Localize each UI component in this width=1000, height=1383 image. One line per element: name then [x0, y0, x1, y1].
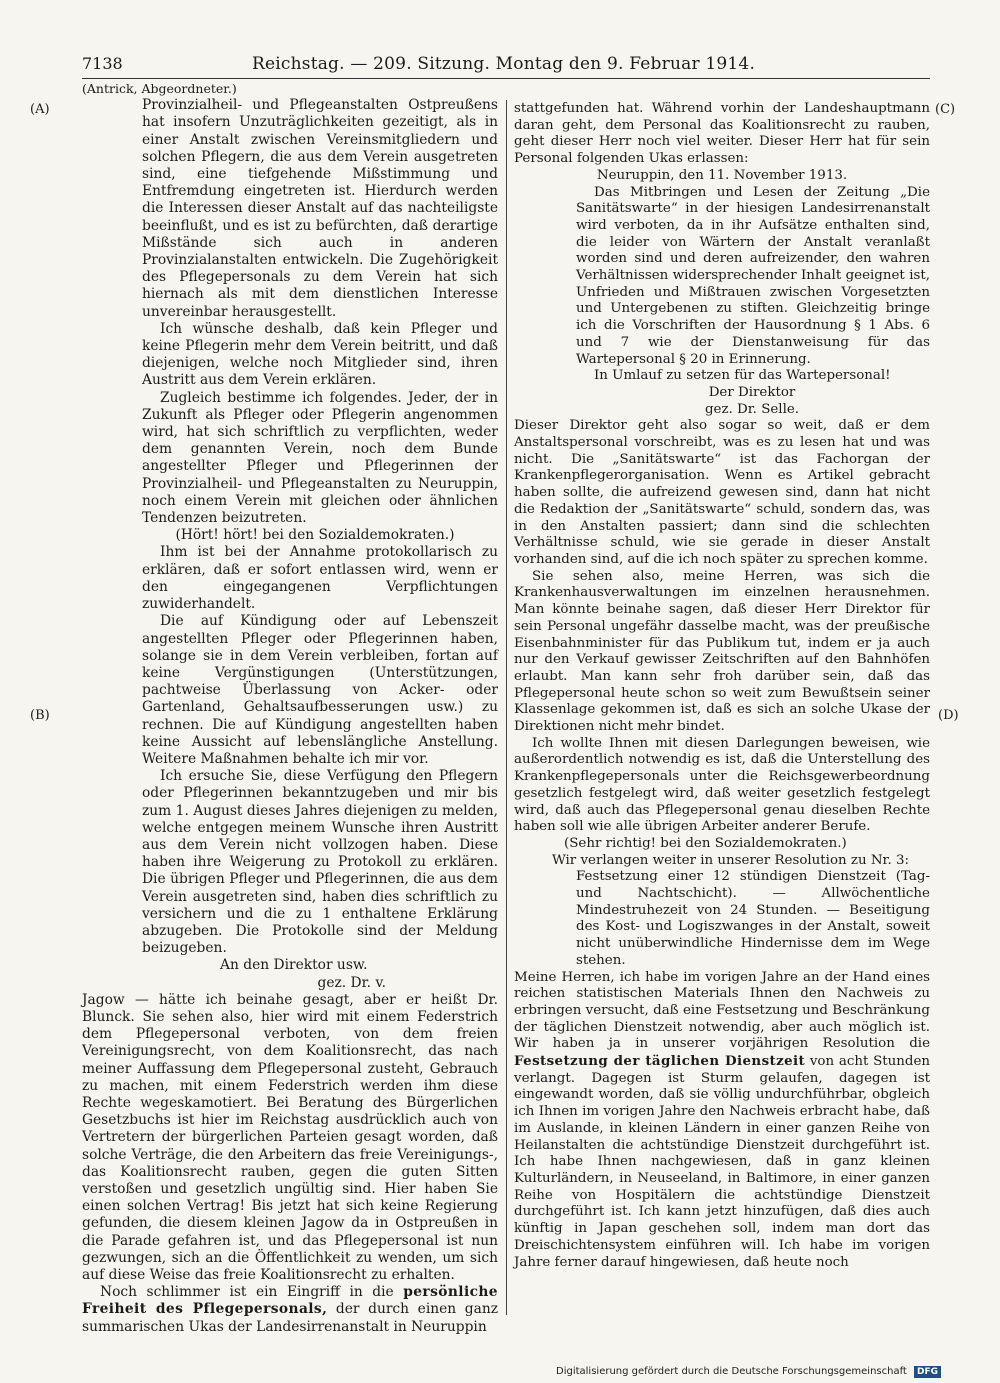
quoted-paragraph: Die auf Kündigung oder auf Lebenszeit angestellten Pfleger oder Pflegerinnen haben, solange sie in dem Verein verbleiben, fortan auf keine Vergünstigungen (Unterstützungen, pachtweise Überlassung von Acker- oder Gartenland, Gehaltsaufbesserungen usw.) zu rechnen. Die auf Kündigung angestellten haben keine Aussicht auf lebenslängliche Anstellung. Weitere Maßnahmen behalte ich mir vor.	[142, 613, 498, 767]
paragraph-text: Noch schlimmer ist ein Eingriff in die	[100, 1284, 394, 1301]
speech-paragraph: Wir verlangen weiter in unserer Resolution zu Nr. 3:	[552, 852, 910, 868]
director-line: Der Direktor	[708, 384, 796, 400]
speech-paragraph	[514, 970, 930, 1272]
dfg-logo: DFG	[914, 1366, 941, 1378]
speech-paragraph: Ich wollte Ihnen mit diesen Darlegungen beweisen, wie außerordentlich notwendig es ist, daß die Unterstellung des Krankenpflegepersonals unter die Reichsgewerbeordnung gesetzlich festgelegt wird, daß weiter gesetzlich festgelegt wird, daß auch das Pflegepersonal genau dieselben Rechte haben soll wie alle übrigen Arbeiter anderer Berufe.	[514, 735, 930, 835]
signature-line: gez. Dr. Selle.	[704, 401, 800, 417]
signature-line: gez. Dr. v.	[317, 974, 386, 991]
margin-marker-b: (B)	[30, 708, 50, 723]
paragraph-text: der durch einen ganz summarischen Ukas der Landesirrenanstalt in Neuruppin	[82, 1301, 498, 1335]
page-number: 7138	[82, 54, 123, 73]
emphasized-phrase: Festsetzung der täglichen Dienstzeit	[514, 1053, 806, 1070]
speech-paragraph	[82, 1284, 498, 1336]
quoted-paragraph: Provinzialheil- und Pflegeanstalten Ostpreußens hat insofern Unzuträglichkeiten gezeitigt, als in einer Anstalt zwischen Vereinsmitgliedern und solchen Pflegern, die aus dem Verein ausgetreten sind, eine tiefgehende Mißstimmung und Entfremdung eingetreten ist. Hierdurch werden die Interessen dieser Anstalt auf das nachteiligste beeinflußt, und es ist zu befürchten, daß derartige Mißstände sich auch in anderen Provinzialanstalten entwickeln. Die Zugehörigkeit des Pflegepersonals zu dem Verein hat sich hiernach als mit dem dienstlichen Interesse unvereinbar herausgestellt.	[142, 97, 498, 320]
right-column	[514, 101, 930, 1271]
speech-paragraph: stattgefunden hat. Während vorhin der Landeshauptmann daran geht, dem Personal das Koalitionsrecht zu rauben, geht dieser Herr noch viel weiter. Dieser Herr hat für sein Personal folgenden Ukas erlassen:	[514, 101, 930, 167]
quoted-decree: Das Mitbringen und Lesen der Zeitung „Die Sanitätswarte“ in der hiesigen Landesirrenanstalt wird verboten, da in ihr Aufsätze enthalten sind, die leider von Wärtern der Anstalt veranlaßt worden sind und deren aufreizender, den wahren Verhältnissen widersprechender Inhalt geeignet ist, Unfrieden und Mißtrauen zwischen Vorgesetzten und Untergebenen zu stiften. Gleichzeitig bringe ich die Vorschriften der Hausordnung § 1 Abs. 6 und 7 wie der Dienstanweisung für das Wartepersonal § 20 in Erinnerung.	[576, 184, 930, 367]
emphasized-phrase: persönliche Freiheit des Pflegepersonals,	[82, 1284, 498, 1318]
speech-paragraph: Jagow — hätte ich beinahe gesagt, aber er heißt Dr. Blunck. Sie sehen also, hier wird mit einem Federstrich dem Pflegepersonal verboten, von dem freien Vereinigungsrecht, von dem Koalitionsrecht, das nach meiner Auffassung dem Pflegepersonal zusteht, Gebrauch zu machen, mit einem Federstrich werden ihm diese Rechte wegeskamotiert. Bei Beratung des Bürgerlichen Gesetzbuchs ist hier im Reichstag ausdrücklich auch von Vertretern der bürgerlichen Parteien gesagt worden, daß solche Verträge, die den Arbeitern das freie Vereinigungs-, das Koalitionsrecht rauben, gegen die guten Sitten verstoßen und gesetzlich ungültig sind. Hier haben Sie einen solchen Vertrag! Bis jetzt hat sich keine Regierung gefunden, die diesem kleinen Jagow da in Ostpreußen in die Parade gefahren ist, und das Pflegepersonal ist nun gezwungen, sich an die Öffentlichkeit zu wenden, um sich auf diese Weise das freie Koalitionsrecht zu erhalten.	[82, 991, 498, 1284]
margin-marker-c: (C)	[935, 102, 956, 117]
column-divider	[506, 100, 507, 1315]
page-header	[82, 52, 930, 76]
running-title: Reichstag. — 209. Sitzung. Montag den 9. Februar 1914.	[252, 54, 756, 74]
digitization-credit	[556, 1366, 941, 1380]
addressee-line: An den Direktor usw.	[220, 957, 368, 974]
quoted-paragraph: Ich ersuche Sie, diese Verfügung den Pflegern oder Pflegerinnen bekanntzugeben und mir bis zum 1. August dieses Jahres diejenigen zu melden, welche entgegen meinem Wunsche ihren Austritt aus dem Verein nicht vollzogen haben. Diese haben ihre Weigerung zu Protokoll zu erklären. Die übrigen Pfleger und Pflegerinnen, die aus dem Verein ausgetreten sind, haben dies schriftlich zu versichern und die zu 1 enthaltene Erklärung abzugeben. Die Protokolle sind der Meldung beizugeben.	[142, 768, 498, 957]
left-column	[82, 80, 498, 1336]
paragraph-text: Meine Herren, ich habe im vorigen Jahre an der Hand eines reichen statistischen Materials Ihnen den Nachweis zu erbringen versucht, daß eine Festsetzung und Beschränkung der täglichen Dienstzeit notwendig, aber auch möglich ist. Wir haben ja in unserer vorjährigen Resolution die	[514, 969, 930, 1052]
quoted-paragraph: Ich wünsche deshalb, daß kein Pfleger und keine Pflegerin mehr dem Verein beitritt, und daß diejenigen, welche noch Mitglieder sind, ihren Austritt aus dem Verein erklären.	[142, 320, 498, 389]
quoted-resolution: Festsetzung einer 12 stündigen Dienstzeit (Tag- und Nachtschicht). — Allwöchentliche Mindestruhezeit von 24 Stunden. — Beseitigung des Kost- und Logiszwanges in der Anstalt, soweit nicht unüberwindliche Hindernisse dem im Wege stehen.	[576, 869, 930, 968]
header-rule	[82, 78, 930, 79]
margin-marker-a: (A)	[30, 102, 50, 117]
quoted-decree: In Umlauf zu setzen für das Wartepersonal!	[594, 368, 891, 384]
speaker-attribution: (Antrick, Abgeordneter.)	[82, 81, 237, 96]
paragraph-text: von acht Stunden verlangt. Dagegen ist Sturm gelaufen, dagegen ist eingewandt worden, daß sie völlig undurchführbar, obgleich ich Ihnen im vorigen Jahre den Nachweis erbracht habe, daß im Auslande, in kleinen Ländern in einer ganzen Reihe von Heilanstalten die achtstündige Dienstzeit durchgeführt ist. Ich habe Ihnen nachgewiesen, daß in ganz kleinen Kulturländern, in Neuseeland, in Baltimore, in einer ganzen Reihe von Hospitälern die achtstündige Dienstzeit durchgeführt ist. Ich kann jetzt hinzufügen, daß dies auch künftig in Japan geschehen soll, indem man dort das Dreischichtensystem einführen will. Ich habe im vorigen Jahre ferner darauf hingewiesen, daß heute noch	[514, 1054, 930, 1270]
interjection: (Hört! hört! bei den Sozialdemokraten.)	[175, 527, 455, 544]
credit-text: Digitalisierung gefördert durch die Deutsche Forschungsgemeinschaft	[556, 1366, 907, 1377]
interjection: (Sehr richtig! bei den Sozialdemokraten.)	[564, 835, 847, 851]
quoted-paragraph: Zugleich bestimme ich folgendes. Jeder, der in Zukunft als Pfleger oder Pflegerin angenommen wird, hat sich schriftlich zu verpflichten, weder dem genannten Verein, noch dem Bunde angestellter Pfleger und Pflegerinnen der Provinzialheil- und Pflegeanstalten zu Neuruppin, noch einem Verein mit gleichen oder ähnlichen Tendenzen beizutreten.	[142, 389, 498, 527]
speech-paragraph: Sie sehen also, meine Herren, was sich die Krankenhausverwaltungen im einzelnen herausnehmen. Man könnte beinahe sagen, daß dieser Herr Direktor für sein Personal ungefähr dasselbe macht, was der preußische Eisenbahnminister für das Publikum tut, indem er ja auch nur den Verkauf gewisser Zeitschriften auf den Bahnhöfen erlaubt. Man kann sehr froh darüber sein, daß das Pflegepersonal heute schon so weit zum Bewußtsein seiner Klassenlage gekommen ist, daß es sich an solche Ukase der Direktionen nicht mehr bindet.	[514, 568, 930, 735]
margin-marker-d: (D)	[938, 708, 959, 723]
quoted-paragraph: Ihm ist bei der Annahme protokollarisch zu erklären, daß er sofort entlassen wird, wenn er den eingegangenen Verpflichtungen zuwiderhandelt.	[142, 544, 498, 613]
speech-paragraph: Dieser Direktor geht also sogar so weit, daß er dem Anstaltspersonal vorschreibt, was es zu lesen hat und was nicht. Die „Sanitätswarte“ ist das Fachorgan der Krankenpflegerorganisation. Wenn es Artikel gebracht haben sollte, die aufreizend gewesen sind, dann hat nicht die Redaktion der „Sanitätswarte“ schuld, sondern das, was in den Anstalten passiert; dann sind die schlechten Verhältnisse schuld, wie sie gerade in dieser Anstalt vorhanden sind, auf die ich noch später zu sprechen komme.	[514, 418, 930, 567]
dateline: Neuruppin, den 11. November 1913.	[596, 167, 848, 183]
